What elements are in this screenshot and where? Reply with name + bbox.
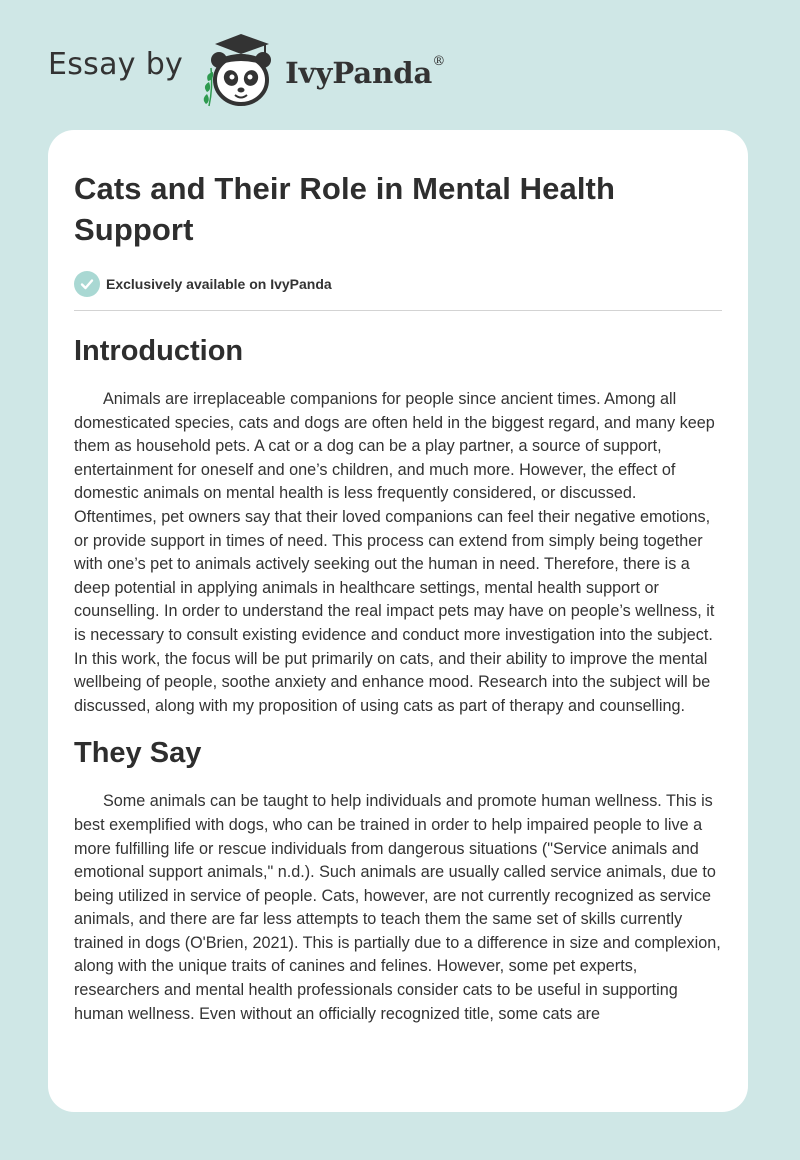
essay-card xyxy=(48,130,748,1112)
ivy-leaf-icon xyxy=(204,68,213,106)
section-paragraph-they-say: Some animals can be taught to help individuals and promote human wellness. This is best exemplified with dogs, who can be trained in order to help impaired people to live a more fulfilling life or rescue individuals from dangerous situations ("Service animals and emotional support animals," n.d.). Such animals are usually called service animals, due to being utilized in service of people. Cats, however, are not currently recognized as service animals, and there are far less attempts to teach them the same set of skills currently trained in dogs (O'Brien, 2021). This is partially due to a difference in size and complexion, along with the unique traits of canines and felines. However, some pet experts, researchers and mental health professionals consider cats to be useful in supporting human wellness. Even without an officially recognized title, some cats are xyxy=(74,792,721,1023)
page-title: Cats and Their Role in Mental Health Support xyxy=(74,171,616,247)
check-icon xyxy=(74,271,100,297)
exclusive-label: Exclusively available on IvyPanda xyxy=(106,276,332,292)
brand-logo-text[interactable]: IvyPanda® xyxy=(285,54,446,90)
section-heading-introduction: Introduction xyxy=(74,335,244,367)
section-paragraph-introduction: Animals are irreplaceable companions for people since ancient times. Among all domesticated species, cats and dogs are often held in the biggest regard, and many keep them as household pets. A cat or a dog can be a play partner, a source of support, entertainment for oneself and one’s children, and much more. However, the effect of domestic animals on mental health is less frequently considered, or discussed. Oftentimes, pet owners say that their loved companions can feel their negative emotions, or provide support in times of need. This process can extend from simply being together with one’s pet to animals actively seeking out the human in need. Therefore, there is a deep potential in applying animals in healthcare settings, mental health support or counselling. In order to understand the real impact pets may have on people’s wellness, it is necessary to consult existing evidence and conduct more investigation into the subject. In this work, the focus will be put primarily on cats, and their ability to improve the mental wellbeing of people, soothe anxiety and enhance mood. Research into the subject will be discussed, along with my proposition of using cats as part of therapy and counselling. xyxy=(74,390,715,715)
section-heading-they-say: They Say xyxy=(74,737,202,770)
site-header xyxy=(48,30,445,110)
exclusive-badge xyxy=(74,270,722,298)
panda-graduate-icon[interactable] xyxy=(195,30,281,110)
registered-mark: ® xyxy=(432,54,446,69)
essay-by-label: Essay by xyxy=(48,46,184,82)
divider xyxy=(74,310,722,311)
